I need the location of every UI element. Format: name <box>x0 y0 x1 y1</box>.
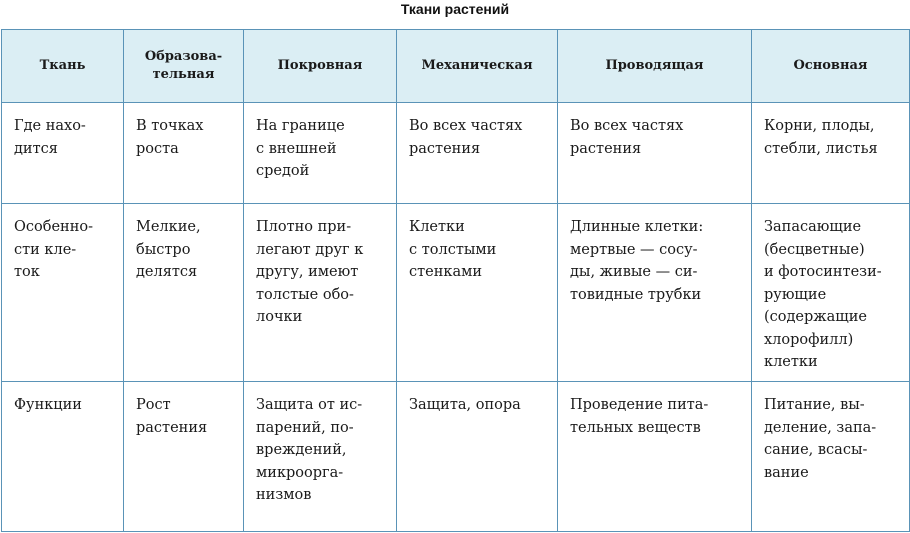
table-cell: Запасающие (бесцветные) и фотосинтези- рующие (содержащие хлорофилл) клетки <box>752 204 910 382</box>
plant-tissues-table <box>1 29 910 532</box>
table-cell: Защита от ис- парений, по- вреждений, микроорга- низмов <box>244 382 397 532</box>
header-conductive: Проводящая <box>558 30 752 103</box>
table-cell: Клетки с толстыми стенками <box>397 204 558 382</box>
table-title: Ткани растений <box>400 1 510 17</box>
table-cell: Плотно при- легают друг к другу, имеют толстые обо- лочки <box>244 204 397 382</box>
table-cell: В точках роста <box>124 103 244 204</box>
table-row <box>2 204 910 382</box>
row-label-cell-features: Особенно- сти кле- ток <box>2 204 124 382</box>
header-meristem: Образова- тельная <box>124 30 244 103</box>
table-cell: Во всех частях растения <box>558 103 752 204</box>
header-tissue: Ткань <box>2 30 124 103</box>
header-dermal: Покровная <box>244 30 397 103</box>
row-label-location: Где нахо- дится <box>2 103 124 204</box>
table-cell: Во всех частях растения <box>397 103 558 204</box>
table-cell: Питание, вы- деление, запа- сание, всасы- вание <box>752 382 910 532</box>
row-label-functions: Функции <box>2 382 124 532</box>
header-mechanical: Механическая <box>397 30 558 103</box>
table-cell: Длинные клетки: мертвые — сосу- ды, живые — си- товидные трубки <box>558 204 752 382</box>
table-cell: Рост растения <box>124 382 244 532</box>
table-row <box>2 103 910 204</box>
table-cell: Защита, опора <box>397 382 558 532</box>
header-ground: Основная <box>752 30 910 103</box>
table-cell: Корни, плоды, стебли, листья <box>752 103 910 204</box>
header-row <box>2 30 910 103</box>
table-cell: На границе с внешней средой <box>244 103 397 204</box>
table-cell: Проведение пита- тельных веществ <box>558 382 752 532</box>
table-cell: Мелкие, быстро делятся <box>124 204 244 382</box>
table-row <box>2 382 910 532</box>
